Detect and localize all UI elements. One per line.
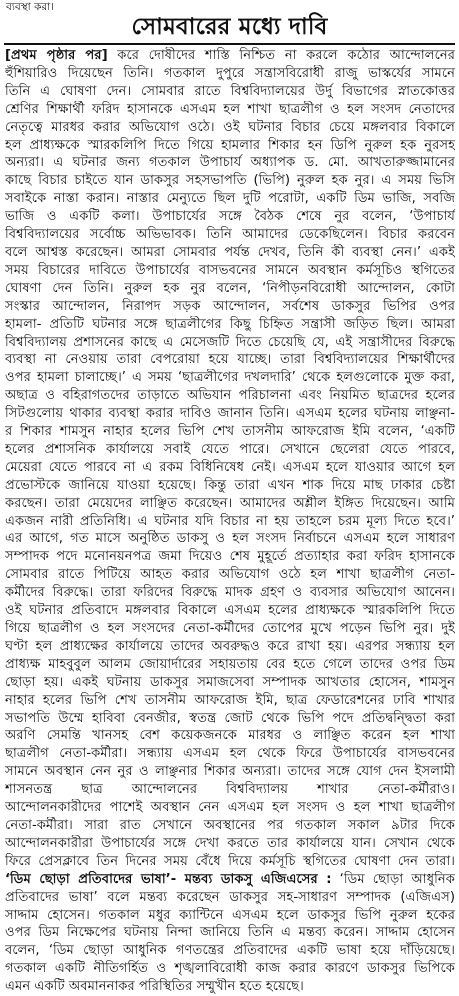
- article-line: [5, 83, 455, 101]
- line-text: বলে আশ্বস্ত করেছেন। আমরা সোমবার পর্যন্ত দেখব, তিনি কী ব্যবস্থা নেন।’ একই: [5, 244, 455, 260]
- line-text: ওই ঘটনার প্রতিবাদে মঙ্গলবার বিকালে এসএম হলের প্রাধ্যক্ষকে স্মারকলিপি দিতে: [5, 603, 455, 619]
- article-line: [5, 119, 455, 137]
- article-body: [5, 47, 455, 996]
- line-text: হল প্রাধ্যক্ষকে স্মারকলিপি দিতে গিয়ে হামলার শিকার হন ডিপি নুরুল হক নুরসহ: [5, 137, 455, 153]
- article-line: [5, 853, 455, 871]
- line-text: প্রতিবাদের ভাষা’ বলে মন্তব্য করেছেন ডাকসুর সহ-সাধারণ সম্পাদক (এজিএস): [5, 889, 455, 905]
- line-text: নেতৃত্বে মারধর করার অভিযোগ ওঠে। ওই ঘটনার বিচার চেয়ে মঙ্গলবার বিকালে: [5, 119, 455, 135]
- article-line: [5, 727, 455, 745]
- article-line: [5, 244, 455, 262]
- line-text: হামলা- প্রতিটি ঘটনার সঙ্গে ছাত্রলীগের কিছু চিহ্নিত সন্ত্রাসী জড়িত ছিল। আমরা: [5, 316, 455, 332]
- article-line: [5, 763, 455, 781]
- article-line: [5, 817, 455, 835]
- line-text: সবাইকে নাস্তা করান। নাস্তার মেন্যুতে ছিল দুটি পরোটা, একটি ডিম ভাজি, সবজি: [5, 191, 455, 207]
- article-line: [5, 656, 455, 674]
- article-line: [5, 889, 455, 907]
- article-line: [5, 137, 455, 155]
- line-text: র শিকার শামসুন নাহার হলের ভিপি শেখ তাসনীম আফরোজ ইমি বলেন, ‘একটি: [5, 424, 455, 440]
- article-line: [5, 154, 455, 172]
- line-text: এর আগে, গত মাসে অনুষ্ঠিত ডাকসু ও হল সংসদ নির্বাচনে এসএম হলে সাধারণ: [5, 531, 455, 547]
- article-line: [5, 548, 455, 566]
- line-text: কাছে বিচার চাইতে যান ডাকসুর সহসভাপতি (ভিপি) নুরুল হক নুর। এ সময় ভিসি: [5, 173, 455, 189]
- article-line: [5, 960, 455, 978]
- article-line: [5, 692, 455, 710]
- line-text: ঘণ্টা হল প্রাধ্যক্ষের কার্যালয়ে তাদের অবরুদ্ধও করে রাখা হয়। এরপর সন্ধ্যায় হল: [5, 638, 455, 654]
- line-text: কর্মীদের বিরুদ্ধে। তারা ফরিদের বিরুদ্ধে মাদক গ্রহণ ও ব্যবসার অভিযোগ আনেন।: [5, 585, 455, 601]
- line-text: সোমবার রাতে পিটিয়ে আহত করার অভিযোগ ওঠে হল শাখা ছাত্রলীগ নেতা-: [5, 567, 455, 583]
- line-text: বিশ্ববিদ্যালয় প্রশাসনের কাছে এ মেসেজটি দিতে চেয়েছি যে, এই সন্ত্রাসীদের বিরুদ্ধে: [5, 334, 455, 350]
- line-lead-bold: [প্রথম পৃষ্ঠার পর]: [5, 48, 108, 63]
- line-text: হলের প্রশাসনিক কার্যালয়ে সবাই যেতে পারে। সেখানে ছেলেরা যেতে পারবে,: [5, 441, 455, 457]
- line-text: ব্যবস্থা না নেওয়ায় তারা বেপরোয়া হয়ে যাচ্ছে। তারা বিশ্ববিদ্যালয়ের শিক্ষার্থীদের: [5, 352, 455, 368]
- line-text: সিটগুলোয় থাকার ব্যবস্থা করার দাবিও জানান তিনি। এসএম হলের ঘটনায় লাঞ্ছনা-: [5, 406, 455, 422]
- line-text: হুঁশিয়ারিও দিয়েছেন তিনি। গতকাল দুপুরে সন্ত্রাসবিরোধী রাজু ভাস্কর্যের সামনে: [5, 65, 455, 81]
- article-line: [5, 907, 455, 925]
- article-line: [5, 441, 455, 459]
- line-text: বলেন, ‘ডিম ছোড়া আধুনিক গণতন্ত্রের প্রতিবাদের একটি ভাষা হয়ে দাঁড়িয়েছে।: [5, 943, 455, 959]
- line-text: আন্দোলনকারীদের পাশেই অবস্থান নেন এসএম হল সংসদ ও হল শাখা ছাত্রলীগ: [5, 800, 455, 816]
- headline: সোমবারের মধ্যে দাবি: [131, 14, 328, 40]
- line-text: সাদ্দাম হোসেন। গতকাল মধুর ক্যান্টিনে এসএম হলে ডাকসুর ভিপি নুরুল হকের: [5, 907, 455, 923]
- line-text: সংস্কার আন্দোলন, নিরাপদ সড়ক আন্দোলন, সর্বশেষ ডাকসুর ভিপির ওপর: [5, 298, 455, 314]
- line-text: ভাজি ও একটি কলা। উপাচার্যের সঙ্গে বৈঠক শেষে নুর বলেন, ‘উপাচার্য: [5, 209, 455, 225]
- article-line: [5, 566, 455, 584]
- line-text: অছাত্র ও বহিরাগতদের তাড়াতে অভিযান পরিচালনা এবং নিয়মিত ছাত্রদের হলের: [5, 388, 455, 404]
- line-text: সভাপতি উম্মে হাবিবা বেনজীর, স্বতন্ত্র জোট থেকে ভিপি পদে প্রতিদ্বন্দ্বিতা করা: [5, 710, 455, 726]
- line-text: প্রাধ্যক্ষ মাহবুবুল আলম জোয়ার্দারের সহায়তায় বের হতে গেলে তাদের ওপর ডিম: [5, 656, 455, 672]
- article-line: [5, 101, 455, 119]
- article-line: [5, 262, 455, 280]
- line-text: ওপর হামলা চালাচ্ছে।’ এ সময় ‘ছাত্রলীগের দখলদারি’ থেকে হলগুলোকে মুক্ত করা,: [5, 370, 455, 386]
- article-line: [5, 781, 455, 799]
- previous-article-fragment: ব্যবস্থা করা।: [6, 1, 54, 13]
- article-line: [5, 835, 455, 853]
- article-line: [5, 298, 455, 316]
- line-text: সময় বিচারের দাবিতে উপাচার্যের বাসভবনের সামনে অবস্থান কর্মসূচিও স্থগিতের: [5, 262, 455, 278]
- article-line: [5, 942, 455, 960]
- line-text: এমন একটি অবমাননাকর পরিস্থিতির সম্মুখীন হতে হয়েছে।: [5, 979, 304, 995]
- article-line: [5, 638, 455, 656]
- line-text: ঘোষণা দেন তিনি। নুরুল হক নুর বলেন, ‘নিপীড়নবিরোধী আন্দোলন, কোটা: [5, 280, 455, 296]
- line-text: অরণি সেমন্তি খানসহ বেশ কয়েকজনকে মারধর ও লাঞ্ছিত করেন হল শাখা: [5, 728, 455, 744]
- article-line: [5, 47, 455, 65]
- article-line: [5, 459, 455, 477]
- line-text: আন্দোলনকারীরা উপাচার্যের সঙ্গে দেখা করতে তার কার্যালয়ে যান। সেখান থেকে: [5, 835, 455, 851]
- line-text: শাসনতন্ত্র ছাত্র আন্দোলনের বিশ্ববিদ্যালয় শাখার নেতা-কর্মীরাও।: [5, 782, 455, 798]
- line-text: গিয়ে ছাত্রলীগ ও হল সংসদের নেতা-কর্মীদের তোপের মুখে পড়েন ভিপি নুর। দুই: [5, 621, 455, 636]
- line-text: নাহার হলের ভিপি শেখ তাসনীম আফরোজ ইমি, ছাত্র ফেডারেশনের ঢাবি শাখার: [5, 692, 455, 708]
- article-line: [5, 799, 455, 817]
- article-line: [5, 530, 455, 548]
- article-line: [5, 208, 455, 226]
- article-line: [5, 423, 455, 441]
- line-text: করে দোষীদের শাস্তি নিশ্চিত না করলে কঠোর আন্দোলনের: [107, 48, 455, 63]
- line-text: ছোড়া হয়। একই ঘটনায় ডাকসুর সমাজসেবা সম্পাদক আখতার হোসেন, শামসুন: [5, 674, 455, 690]
- line-text: সম্পাদক পদে মনোনয়নপত্র জমা দিয়েও শেষ মুহূর্তে প্রত্যাহার করা ফরিদ হাসানকে: [5, 549, 455, 565]
- article-line: [5, 584, 455, 602]
- line-text: অন্যরা। এ ঘটনার জন্য গতকাল উপাচার্য অধ্যাপক ড. মো. আখতারুজ্জামানের: [5, 155, 455, 171]
- article-line: [5, 405, 455, 423]
- article-line: [5, 978, 455, 996]
- line-text: মেয়েরা যেতে পারবে না এ রকম বিধিনিষেধ নেই। এসএম হলে যাওয়ার আগে হল: [5, 459, 455, 475]
- article-line: [5, 316, 455, 334]
- article-line: [5, 602, 455, 620]
- article-line: [5, 190, 455, 208]
- line-text: বিশ্ববিদ্যালয়ের সর্বোচ্চ অভিভাবক। তিনি আমাদের ডেকেছিলেন। বিচার করবেন: [5, 227, 455, 243]
- article-line: [5, 65, 455, 83]
- article-line: [5, 351, 455, 369]
- article-line: [5, 513, 455, 531]
- article-line: [5, 172, 455, 190]
- line-text: করছেন। তারা মেয়েদের লাঞ্ছিত করেছেন। আমাদের অশ্লীল ইঙ্গিত দিয়েছেন। আমি: [5, 495, 455, 511]
- line-text: একজন নারী প্রতিনিধি। এ ঘটনার যদি বিচার না হয় তাহলে চরম মূল্য দিতে হবে।’: [5, 513, 455, 529]
- article-line: [5, 745, 455, 763]
- article-line: [5, 387, 455, 405]
- article-line: [5, 226, 455, 244]
- line-text: ছাত্রলীগ নেতা-কর্মীরা। সন্ধ্যায় এসএম হল থেকে ফিরে উপাচার্যের বাসভবনের: [5, 746, 455, 762]
- article-line: [5, 924, 455, 942]
- line-text: গতকাল একটি নীতিগর্হিত ও শৃঙ্খলাবিরোধী কাজ করার কারণে ডাকসুর ভিপিকে: [5, 961, 455, 977]
- line-text: ফিরে প্রেসক্লাবে তিন দিনের সময় বেঁধে দিয়ে কর্মসূচি স্থগিতের ঘোষণা দেন তারা।: [5, 853, 455, 869]
- article-line: [5, 369, 455, 387]
- article-line: [5, 495, 455, 513]
- article-line: [5, 477, 455, 495]
- article-line: [5, 871, 455, 889]
- line-text: তিনি এ ঘোষণা দেন। সোমবার রাতে বিশ্ববিদ্যালয়ের উর্দু বিভাগের স্নাতকোত্তর: [5, 83, 455, 99]
- line-text: প্রভোস্টকে জানিয়ে যাওয়া হয়েছে। কিন্তু তারা এখন শাক দিয়ে মাছ ঢাকার চেষ্টা: [5, 477, 455, 493]
- line-text: সামনে অবস্থান নেন নুর ও লাঞ্ছনার শিকার অন্যরা। তাদের সঙ্গে যোগ দেন ইসলামী: [5, 764, 455, 780]
- article-line: [5, 674, 455, 692]
- article-line: [5, 334, 455, 352]
- line-text: নেতা-কর্মীরা। সারা রাত সেখানে অবস্থানের পর গতকাল সকাল ৯টার দিকে: [5, 817, 455, 833]
- line-text: শ্রেণির শিক্ষার্থী ফরিদ হাসানকে এসএম হল শাখা ছাত্রলীগ ও হল সংসদ নেতাদের: [5, 101, 455, 117]
- article-line: [5, 280, 455, 298]
- line-text: ‘ডিম ছোড়া আধুনিক: [331, 871, 455, 887]
- article-line: [5, 710, 455, 728]
- line-text: ওপর ডিম নিক্ষেপের ঘটনায় নিন্দা জানিয়ে তিনি এ মন্তব্য করেন। সাদ্দাম হোসেন: [5, 925, 455, 941]
- headline-divider: [4, 43, 455, 45]
- line-lead-bold: ‘ডিম ছোড়া প্রতিবাদের ভাষা’- মন্তব্য ডাকসু এজিএসের :: [5, 871, 332, 887]
- article-line: [5, 620, 455, 638]
